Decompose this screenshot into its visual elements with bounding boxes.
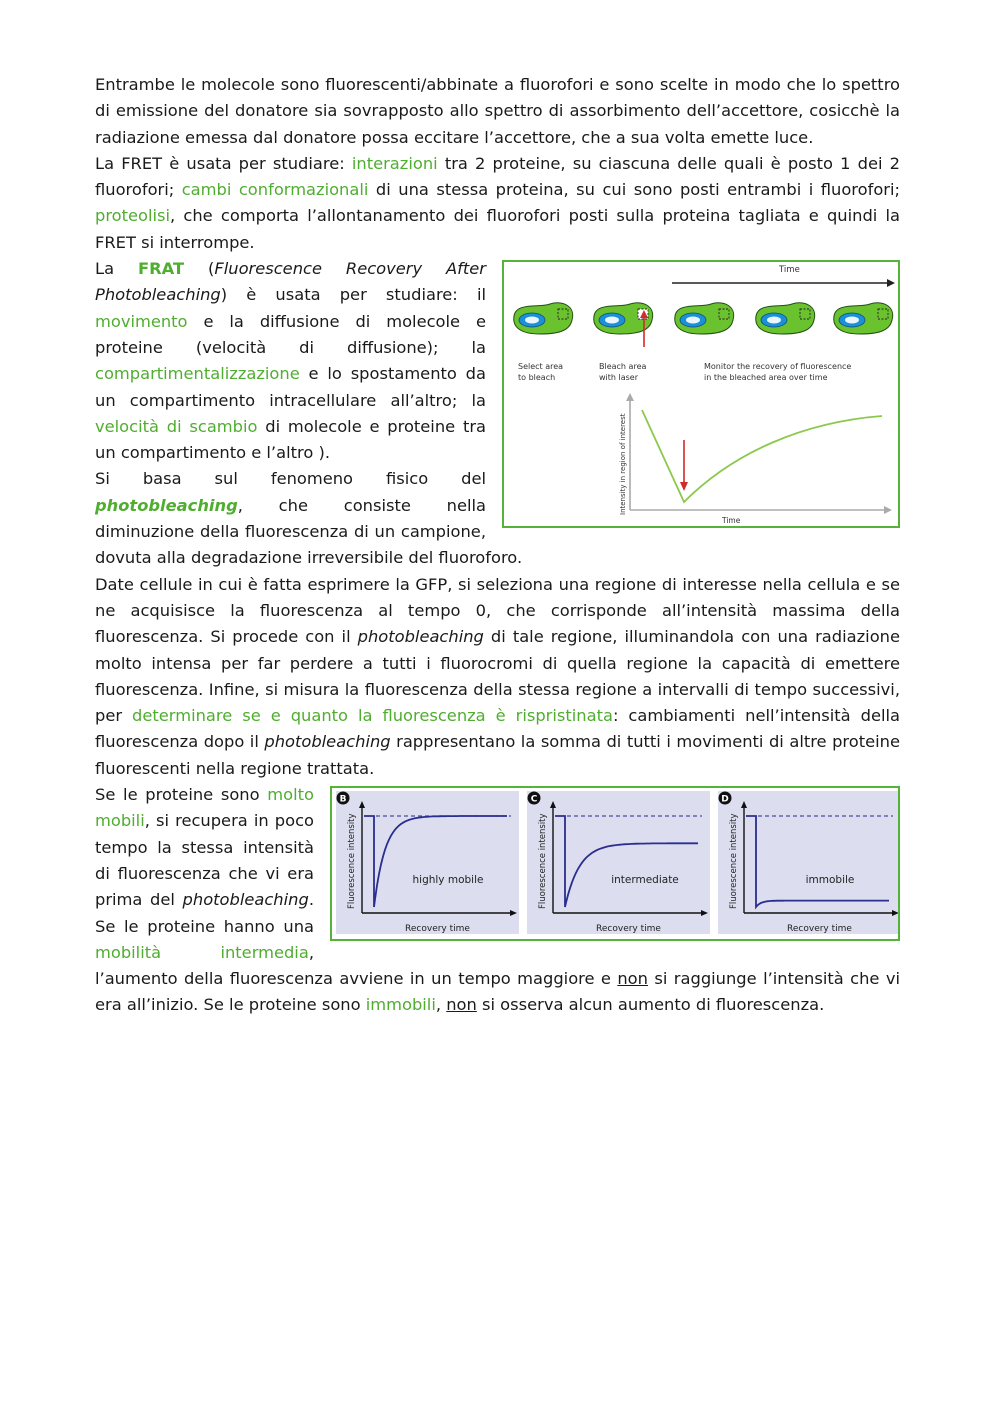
panel-d (718, 791, 898, 934)
term-frat: FRAT (137, 259, 185, 279)
term-mobilita-intermedia: mobilità intermedia (95, 942, 309, 962)
cell-stage-3 (675, 303, 734, 334)
term-compartimentalizzazione: compartimentalizzazione (95, 364, 300, 384)
step3-label-line2: in the bleached area over time (704, 373, 828, 383)
frat-full-name: Fluorescence Recovery After Photobleaching (95, 259, 486, 305)
term-velocita-scambio: velocità di scambio (95, 416, 258, 436)
paragraph-procedure: Date cellule in cui è fatta esprimere la GFP, si seleziona una regione di interesse nella cellula e se ne acquisisce la fluorescenza al tempo 0, che corrisponde all’intensità massima della fluorescenza. Si procede con il photobleaching di tale regione, illuminandola con una radiazione molto intensa per far perdere a tutti i fluorocromi di quella regione la capacità di emettere fluorescenza. Infine, si misura la fluorescenza della stessa regione a intervalli di tempo successivi, per determinare se e quanto la fluorescenza è rispristinata: cambiamenti nell’intensità della fluorescenza dopo il photobleaching rappresentano la somma di tutti i movimenti di altre proteine fluorescenti nella regione trattata. (95, 574, 900, 778)
document-page (95, 72, 900, 1019)
mobility-label: highly mobile (412, 874, 484, 887)
term-molto-mobili: molto mobili (95, 785, 314, 831)
step1-label-line1: Select area (518, 362, 564, 372)
paragraph-fret-molecules: Entrambe le molecole sono fluorescenti/abbinate a fluorofori e sono scelte in modo che lo spettro di emissione del donatore sia sovrapposto allo spettro di assorbimento dell’accettore, cosicchè la radiazione emessa dal donatore possa eccitare l’accettore, che a sua volta emette luce. (95, 75, 900, 147)
step2-label-line2: with laser (599, 373, 639, 383)
frap-figure (502, 260, 900, 528)
time-arrowhead (887, 279, 895, 287)
paragraph-mobility: Se le proteine sono molto mobili, si recupera in poco tempo la stessa intensità di fluorescenza che vi era prima del photobleaching. Se le proteine hanno una mobilità intermedia, l’aumento della fluorescenza avviene in un tempo maggiore e non si raggiunge l’intensità che vi era all’inizio. Se le proteine sono immobili, non si osserva alcun aumento di fluorescenza. (95, 785, 900, 1015)
x-axis-label: Recovery time (405, 924, 470, 935)
term-photobleaching: photobleaching (95, 495, 238, 515)
panel-letter: D (721, 794, 729, 805)
term-proteolisi: proteolisi (95, 206, 171, 226)
term-determinare: determinare se e quanto la fluorescenza è rispristinata (132, 706, 613, 726)
cell-stage-5 (834, 303, 893, 334)
mobility-label: intermediate (611, 874, 679, 887)
x-axis-label: Recovery time (596, 924, 661, 935)
cell-stage-4 (756, 303, 815, 334)
term-movimento: movimento (95, 311, 188, 331)
mobility-panels (332, 788, 898, 939)
cells-row (514, 303, 893, 334)
time-axis-label-top: Time (779, 265, 800, 276)
term-immobili: immobili (365, 995, 436, 1015)
panel-letter: B (339, 794, 347, 805)
term-cambi-conformazionali: cambi conformazionali (181, 180, 369, 200)
frap-y-axis-label: Intensity in region of interest (619, 413, 627, 516)
frap-x-axis-label: Time (722, 516, 741, 526)
step2-label-line1: Bleach area (599, 362, 647, 372)
term-interazioni: interazioni (351, 153, 438, 173)
frap-diagram (504, 262, 898, 526)
y-axis-label: Fluorescence intensity (729, 813, 739, 910)
paragraph-frat-intro: La FRAT (Fluorescence Recovery After Photobleaching) è usata per studiare: il movimento e la diffusione di molecole e proteine (velocità di diffusione); la compartimentalizzazione e lo spostamento da un compartimento intracellulare all’altro; la velocità di scambio di molecole e proteine tra un compartimento e l’altro ). (95, 259, 486, 463)
y-axis-label: Fluorescence intensity (538, 813, 548, 910)
frap-recovery-curve (642, 410, 882, 502)
step3-label-line1: Monitor the recovery of fluorescence (704, 362, 852, 372)
panel-c (527, 791, 710, 934)
panel-b (336, 791, 519, 934)
mobility-label: immobile (805, 874, 855, 887)
panel-letter: C (530, 794, 538, 805)
paragraph-photobleaching: Si basa sul fenomeno fisico del photobleaching, che consiste nella diminuzione della fluorescenza di un campione, dovuta alla degradazione irreversibile del fluoroforo. (95, 469, 523, 568)
x-axis-label: Recovery time (787, 924, 852, 935)
cell-stage-1 (514, 303, 573, 334)
mobility-figure (330, 786, 900, 941)
paragraph-fret-uses: La FRET è usata per studiare: interazioni tra 2 proteine, su ciascuna delle quali è posto 1 dei 2 fluorofori; cambi conformazionali di una stessa proteina, su cui sono posti entrambi i fluorofori; proteolisi, che comporta l’allontanamento dei fluorofori posti sulla proteina tagliata e quindi la FRET si interrompe. (95, 153, 900, 252)
y-axis-label: Fluorescence intensity (347, 813, 357, 910)
step1-label-line2: to bleach (518, 373, 556, 383)
